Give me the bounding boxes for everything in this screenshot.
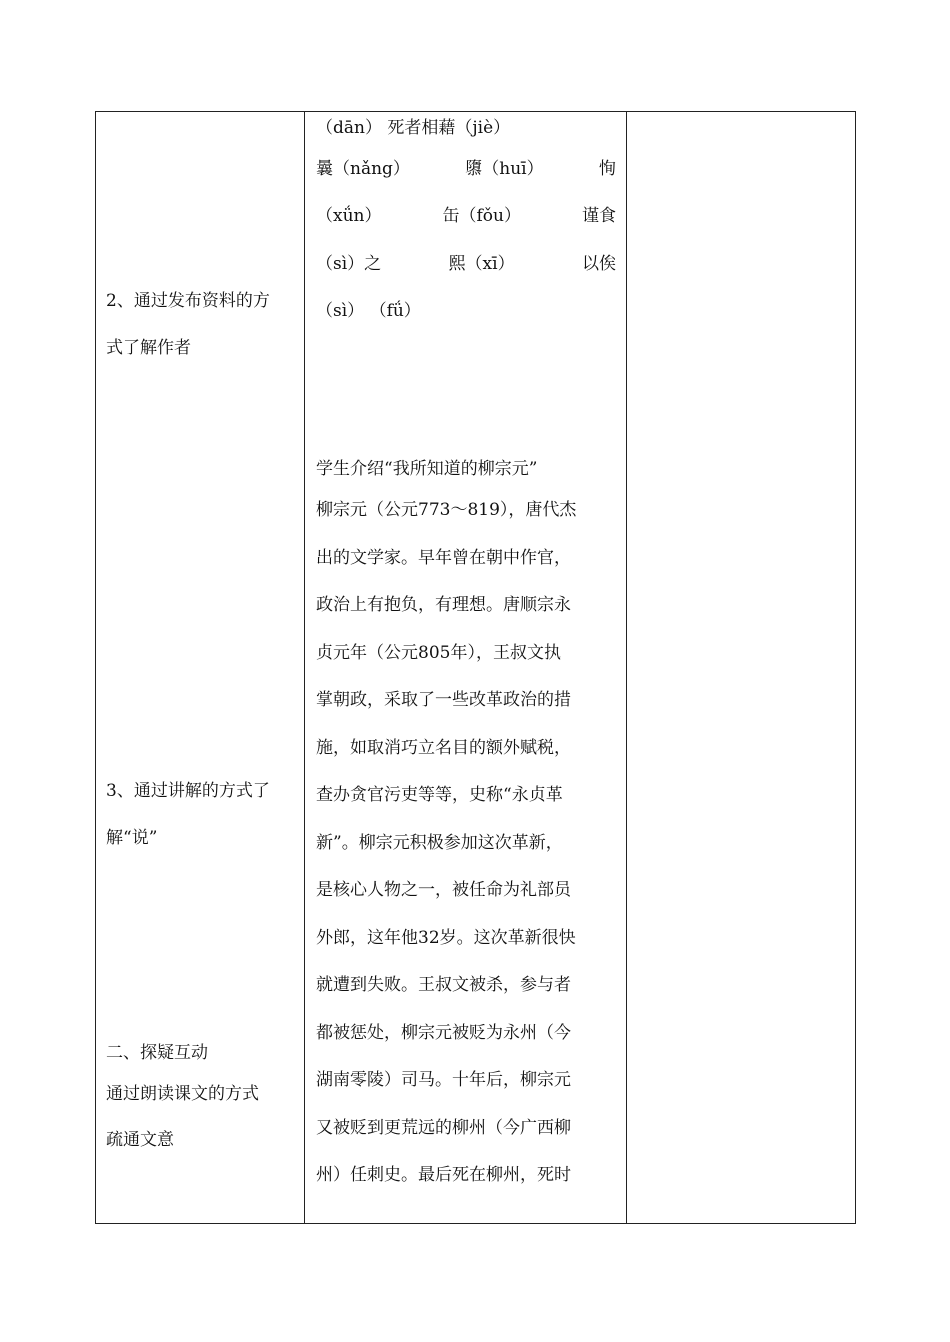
section3-line1: 3、通过讲解的方式了 (106, 781, 270, 801)
biography-line: 贞元年（公元805年），王叔文执 (316, 642, 561, 663)
biography-line: 新”。柳宗元积极参加这次革新， (316, 832, 563, 853)
part2-title: 二、探疑互动 (106, 1043, 208, 1063)
biography-line: 政治上有抱负，有理想。唐顺宗永 (316, 595, 571, 615)
intro-title: 学生介绍“我所知道的柳宗元” (316, 459, 538, 479)
biography-line: 掌朝政，采取了一些改革政治的措 (316, 690, 571, 710)
pinyin-item: 曩（nǎng） (316, 159, 410, 179)
pinyin-line-3 (316, 204, 616, 228)
lesson-plan-table (95, 111, 856, 1224)
biography-line: 施，如取消巧立名目的额外赋税， (316, 737, 571, 758)
pinyin-item: （dān） 死者相藉（jiè） (316, 118, 511, 138)
pinyin-line-4 (316, 252, 616, 276)
pinyin-line-1 (316, 116, 616, 140)
pinyin-item: 缶（fǒu） (442, 206, 521, 226)
biography-line: 州）任刺史。最后死在柳州，死时 (316, 1165, 571, 1185)
biography-line: 就遭到失败。王叔文被杀，参与者 (316, 975, 571, 995)
pinyin-item: 熙（xī） (448, 254, 515, 274)
biography-line: 外郎，这年他32岁。这次革新很快 (316, 927, 576, 948)
pinyin-line-2 (316, 157, 616, 181)
part2-line2: 疏通文意 (106, 1130, 174, 1150)
biography-line: 柳宗元（公元773～819），唐代杰 (316, 500, 577, 520)
pinyin-item: 谨食 (581, 206, 616, 226)
column-divider-1 (304, 112, 305, 1223)
column-divider-2 (626, 112, 627, 1223)
pinyin-item: 以俟 (581, 254, 616, 274)
section2-line1: 2、通过发布资料的方 (106, 291, 270, 311)
biography-line: 出的文学家。早年曾在朝中作官， (316, 547, 571, 568)
pinyin-item: （xǘn） (316, 206, 382, 226)
section3-line2: 解“说” (106, 828, 158, 848)
biography-line: 都被惩处，柳宗元被贬为永州（今 (316, 1022, 571, 1043)
biography-line: 湖南零陵）司马。十年后，柳宗元 (316, 1070, 571, 1090)
section2-line2: 式了解作者 (106, 338, 191, 358)
biography-line: 是核心人物之一，被任命为礼部员 (316, 880, 571, 900)
pinyin-item: 隳（huī） (465, 159, 544, 179)
pinyin-line-5 (316, 299, 616, 323)
biography-line: 又被贬到更荒远的柳州（今广西柳 (316, 1117, 571, 1138)
pinyin-item: （sì） （fǘ） (316, 301, 421, 321)
part2-line1: 通过朗读课文的方式 (106, 1084, 259, 1104)
pinyin-item: （sì）之 (316, 254, 382, 274)
pinyin-item: 恂 (598, 159, 616, 179)
biography-line: 查办贪官污吏等等，史称“永贞革 (316, 785, 563, 805)
